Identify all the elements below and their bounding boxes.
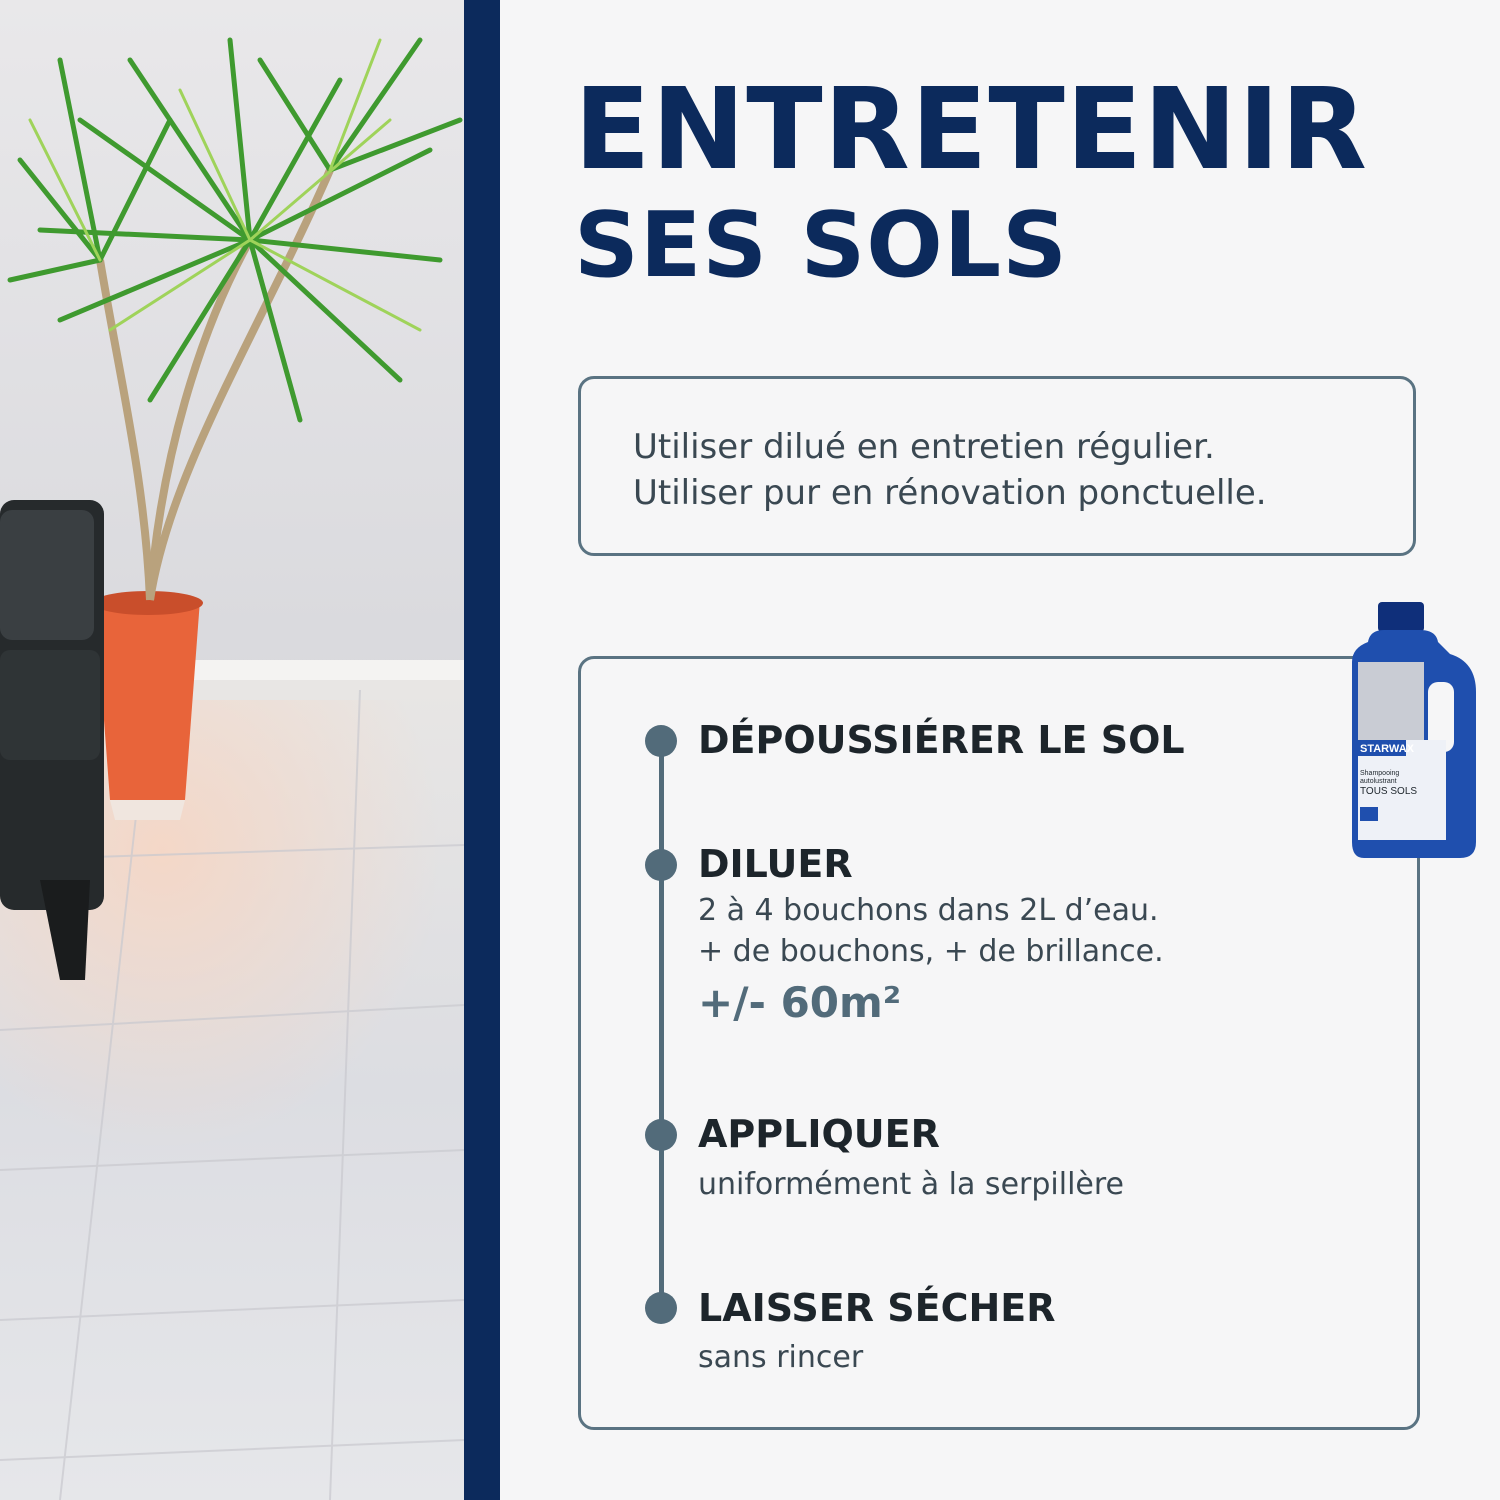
usage-info-box <box>578 376 1416 556</box>
step-1-bullet-icon <box>645 725 677 757</box>
step-2-title: DILUER <box>698 842 853 886</box>
bottle-name-3: TOUS SOLS <box>1360 786 1418 797</box>
step-4-bullet-icon <box>645 1292 677 1324</box>
bottle-name-2: autolustrant <box>1360 778 1397 785</box>
title-line-2: SES SOLS <box>574 193 1068 298</box>
step-2-bullet-icon <box>645 849 677 881</box>
bottle-brand: STARWAX <box>1360 743 1414 755</box>
step-3-bullet-icon <box>645 1119 677 1151</box>
armchair-icon <box>0 500 104 980</box>
step-3-text: uniformément à la serpillère <box>698 1167 1124 1202</box>
usage-line-regular: Utiliser dilué en entretien régulier. <box>633 427 1215 467</box>
timeline-line <box>659 740 664 1310</box>
title-line-1: ENTRETENIR <box>574 65 1368 195</box>
room-photo <box>0 0 464 1500</box>
step-1-title: DÉPOUSSIÉRER LE SOL <box>698 718 1185 762</box>
step-2-text-1: 2 à 4 bouchons dans 2L d’eau. <box>698 893 1159 928</box>
bottle-name-1: Shampooing <box>1360 770 1400 777</box>
bottle-icon <box>1350 602 1480 860</box>
step-3-title: APPLIQUER <box>698 1112 940 1156</box>
step-4-title: LAISSER SÉCHER <box>698 1286 1056 1330</box>
step-4-text: sans rincer <box>698 1340 864 1375</box>
step-2-text-2: + de bouchons, + de brillance. <box>698 934 1164 969</box>
content-panel <box>500 0 1500 1500</box>
step-2-coverage: +/- 60m² <box>698 978 902 1027</box>
navy-divider-bar <box>464 0 500 1500</box>
usage-line-renovation: Utiliser pur en rénovation ponctuelle. <box>633 473 1267 513</box>
page-title <box>574 65 1368 302</box>
